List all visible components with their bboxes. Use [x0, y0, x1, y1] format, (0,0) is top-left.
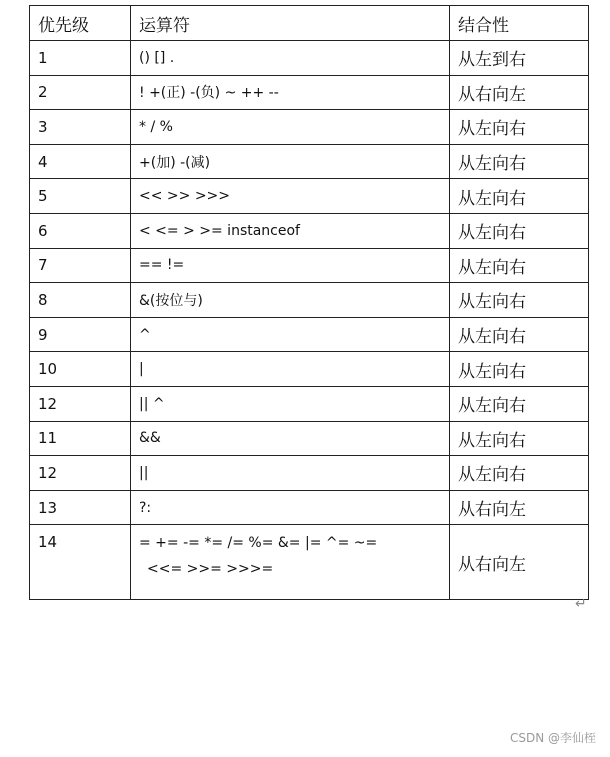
associativity-cell: 从左向右 — [450, 144, 589, 179]
priority-cell: 12 — [30, 386, 131, 421]
operator-cell: && — [131, 421, 450, 456]
table-row — [30, 456, 589, 491]
table-row — [30, 41, 589, 76]
associativity-cell: 从左向右 — [450, 110, 589, 145]
priority-cell: 13 — [30, 490, 131, 525]
operator-cell: ! +(正) -(负) ~ ++ -- — [131, 75, 450, 110]
table-row — [30, 525, 589, 600]
table-row — [30, 317, 589, 352]
associativity-cell: 从右向左 — [450, 75, 589, 110]
table-row — [30, 421, 589, 456]
table-row — [30, 75, 589, 110]
operator-line: = += -= *= /= %= &= |= ^= ~= — [139, 535, 378, 552]
operator-line: <<= >>= >>>= — [147, 561, 274, 578]
priority-cell: 2 — [30, 75, 131, 110]
operator-precedence-table — [29, 5, 589, 600]
operator-cell: &(按位与) — [131, 283, 450, 318]
watermark: CSDN @李仙桎 — [509, 731, 596, 745]
operator-cell: +(加) -(减) — [131, 144, 450, 179]
associativity-cell: 从右向左 — [450, 490, 589, 525]
operator-cell: () [] . — [131, 41, 450, 76]
associativity-cell: 从左向右 — [450, 213, 589, 248]
associativity-cell: 从左向右 — [450, 317, 589, 352]
priority-cell: 12 — [30, 456, 131, 491]
priority-cell: 10 — [30, 352, 131, 387]
table-row — [30, 213, 589, 248]
priority-cell: 3 — [30, 110, 131, 145]
priority-cell: 4 — [30, 144, 131, 179]
paragraph-return-icon: ↵ — [575, 596, 587, 612]
associativity-cell: 从左向右 — [450, 456, 589, 491]
operator-cell: || ^ — [131, 386, 450, 421]
table-row — [30, 248, 589, 283]
table-row — [30, 386, 589, 421]
associativity-cell: 从左向右 — [450, 283, 589, 318]
operator-cell: == != — [131, 248, 450, 283]
header-operator: 运算符 — [131, 6, 450, 41]
header-priority: 优先级 — [30, 6, 131, 41]
associativity-cell: 从右向左 — [450, 525, 589, 600]
table-row — [30, 283, 589, 318]
priority-cell: 14 — [30, 525, 131, 600]
header-associativity: 结合性 — [450, 6, 589, 41]
operator-cell: || — [131, 456, 450, 491]
associativity-cell: 从左向右 — [450, 352, 589, 387]
priority-cell: 9 — [30, 317, 131, 352]
operator-cell — [131, 525, 450, 600]
operator-cell: * / % — [131, 110, 450, 145]
table-row — [30, 144, 589, 179]
table-row — [30, 110, 589, 145]
associativity-cell: 从左向右 — [450, 248, 589, 283]
priority-cell: 11 — [30, 421, 131, 456]
operator-cell: | — [131, 352, 450, 387]
associativity-cell: 从左向右 — [450, 386, 589, 421]
operator-cell: < <= > >= instanceof — [131, 213, 450, 248]
priority-cell: 5 — [30, 179, 131, 214]
priority-cell: 6 — [30, 213, 131, 248]
table-row — [30, 179, 589, 214]
associativity-cell: 从左到右 — [450, 41, 589, 76]
table-header-row — [30, 6, 589, 41]
table-row — [30, 490, 589, 525]
table-row — [30, 352, 589, 387]
operator-cell: ?: — [131, 490, 450, 525]
operator-cell: ^ — [131, 317, 450, 352]
associativity-cell: 从左向右 — [450, 421, 589, 456]
priority-cell: 7 — [30, 248, 131, 283]
associativity-cell: 从左向右 — [450, 179, 589, 214]
priority-cell: 8 — [30, 283, 131, 318]
priority-cell: 1 — [30, 41, 131, 76]
operator-cell: << >> >>> — [131, 179, 450, 214]
